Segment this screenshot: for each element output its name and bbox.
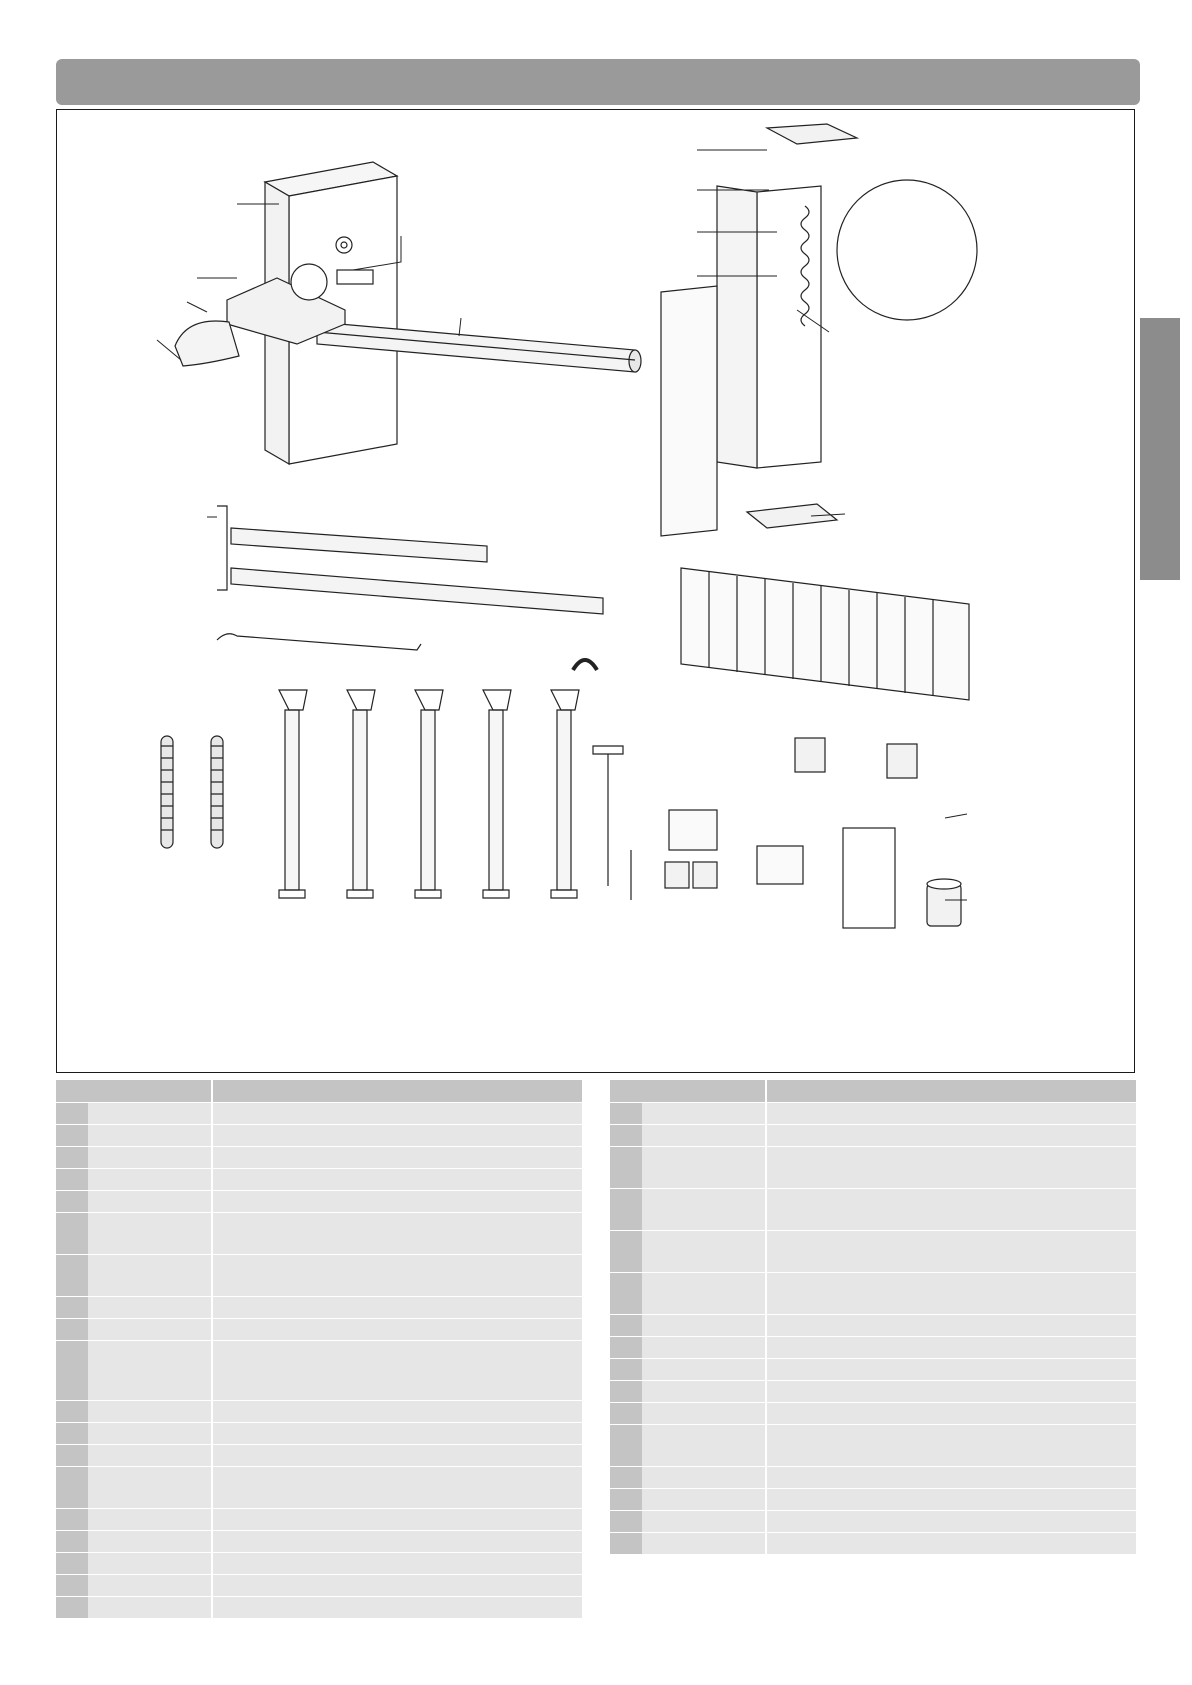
parts-table-right <box>610 1080 1136 1555</box>
table-row <box>56 1508 582 1530</box>
table-cell-code <box>642 1146 766 1188</box>
table-cell-code <box>88 1102 212 1124</box>
table-cell-description <box>766 1358 1136 1380</box>
table-row <box>56 1552 582 1574</box>
table-cell-id <box>610 1124 642 1146</box>
table-cell-description <box>766 1488 1136 1510</box>
table-cell-description <box>212 1574 582 1596</box>
table-cell-id <box>56 1574 88 1596</box>
table-cell-code <box>88 1400 212 1422</box>
table-cell-description <box>766 1102 1136 1124</box>
table-row <box>610 1532 1136 1554</box>
table-cell-description <box>212 1168 582 1190</box>
exploded-view-figure <box>56 109 1135 1073</box>
table-cell-description <box>212 1102 582 1124</box>
table-row <box>610 1230 1136 1272</box>
table-cell-code <box>88 1530 212 1552</box>
table-row <box>56 1596 582 1618</box>
table-cell-id <box>56 1552 88 1574</box>
table-cell-description <box>766 1424 1136 1466</box>
table-cell-description <box>766 1124 1136 1146</box>
table-cell-code <box>642 1230 766 1272</box>
table-row <box>610 1102 1136 1124</box>
table-cell-code <box>642 1358 766 1380</box>
table-cell-description <box>766 1510 1136 1532</box>
table-cell-id <box>610 1358 642 1380</box>
table-cell-id <box>610 1380 642 1402</box>
table-row <box>610 1488 1136 1510</box>
table-cell-description <box>212 1318 582 1340</box>
table-cell-code <box>88 1124 212 1146</box>
table-row <box>610 1402 1136 1424</box>
table-row <box>56 1574 582 1596</box>
table-cell-code <box>88 1168 212 1190</box>
table-cell-description <box>212 1422 582 1444</box>
table-cell-description <box>212 1254 582 1296</box>
table-row <box>56 1168 582 1190</box>
table-cell-id <box>56 1340 88 1400</box>
table-cell-id <box>56 1422 88 1444</box>
table-cell-description <box>766 1314 1136 1336</box>
section-header-band <box>56 59 1140 105</box>
table-row <box>610 1146 1136 1188</box>
boom-support-posts-illustration <box>279 660 597 898</box>
table-cell-code <box>642 1466 766 1488</box>
table-row <box>610 1314 1136 1336</box>
table-cell-id <box>610 1488 642 1510</box>
table-header-cell <box>56 1080 88 1102</box>
table-cell-id <box>610 1272 642 1314</box>
table-cell-code <box>642 1402 766 1424</box>
balancing-springs-illustration <box>161 736 223 848</box>
table-cell-description <box>212 1340 582 1400</box>
barrier-parts-drawing <box>57 110 1136 1074</box>
table-cell-id <box>610 1510 642 1532</box>
parts-table-right-body <box>610 1080 1136 1554</box>
table-cell-id <box>610 1466 642 1488</box>
table-cell-description <box>212 1444 582 1466</box>
table-row <box>56 1318 582 1340</box>
table-cell-id <box>56 1296 88 1318</box>
table-row <box>56 1190 582 1212</box>
table-cell-id <box>56 1466 88 1508</box>
table-cell-description <box>766 1272 1136 1314</box>
table-cell-description <box>766 1466 1136 1488</box>
table-cell-code <box>88 1254 212 1296</box>
table-row <box>610 1272 1136 1314</box>
table-cell-code <box>88 1466 212 1508</box>
table-row <box>610 1188 1136 1230</box>
table-header-cell <box>610 1080 642 1102</box>
table-cell-code <box>642 1380 766 1402</box>
table-header-cell <box>766 1080 1136 1102</box>
parts-table-left <box>56 1080 582 1619</box>
table-cell-code <box>642 1272 766 1314</box>
table-row <box>56 1466 582 1508</box>
table-cell-description <box>766 1532 1136 1554</box>
table-cell-id <box>56 1146 88 1168</box>
table-row <box>610 1466 1136 1488</box>
table-cell-code <box>88 1508 212 1530</box>
table-header-cell <box>642 1080 766 1102</box>
table-row <box>56 1400 582 1422</box>
table-cell-id <box>56 1254 88 1296</box>
language-side-tab <box>1140 318 1180 580</box>
table-cell-description <box>212 1552 582 1574</box>
table-row <box>610 1510 1136 1532</box>
boom-skirt-illustration <box>681 568 969 700</box>
table-cell-code <box>642 1314 766 1336</box>
table-cell-code <box>642 1510 766 1532</box>
table-row <box>56 1102 582 1124</box>
table-cell-code <box>88 1574 212 1596</box>
table-cell-code <box>88 1318 212 1340</box>
table-cell-description <box>212 1530 582 1552</box>
table-cell-id <box>56 1530 88 1552</box>
table-row <box>56 1340 582 1400</box>
table-cell-description <box>766 1230 1136 1272</box>
spare-booms-illustration <box>217 506 603 650</box>
table-cell-code <box>642 1336 766 1358</box>
table-cell-code <box>88 1340 212 1400</box>
table-row <box>56 1124 582 1146</box>
table-cell-id <box>610 1402 642 1424</box>
parts-table-left-body <box>56 1080 582 1618</box>
table-row <box>610 1424 1136 1466</box>
table-cell-description <box>212 1124 582 1146</box>
table-cell-id <box>56 1190 88 1212</box>
table-cell-description <box>766 1336 1136 1358</box>
table-cell-id <box>56 1168 88 1190</box>
accessories-illustration <box>593 738 961 928</box>
table-header-row <box>56 1080 582 1102</box>
table-row <box>56 1146 582 1168</box>
table-cell-id <box>56 1212 88 1254</box>
table-cell-id <box>610 1314 642 1336</box>
table-cell-id <box>56 1318 88 1340</box>
table-cell-id <box>56 1508 88 1530</box>
table-cell-id <box>610 1102 642 1124</box>
table-cell-description <box>212 1190 582 1212</box>
table-cell-code <box>642 1532 766 1554</box>
table-cell-description <box>212 1596 582 1618</box>
table-cell-id <box>610 1230 642 1272</box>
table-row <box>610 1336 1136 1358</box>
table-cell-description <box>766 1402 1136 1424</box>
table-cell-description <box>212 1146 582 1168</box>
table-cell-code <box>642 1124 766 1146</box>
table-row <box>56 1254 582 1296</box>
table-cell-code <box>88 1422 212 1444</box>
table-cell-code <box>88 1190 212 1212</box>
table-header-row <box>610 1080 1136 1102</box>
table-cell-id <box>610 1336 642 1358</box>
table-cell-description <box>766 1188 1136 1230</box>
table-cell-description <box>212 1508 582 1530</box>
table-cell-description <box>766 1380 1136 1402</box>
table-row <box>56 1444 582 1466</box>
table-cell-id <box>56 1102 88 1124</box>
table-row <box>610 1358 1136 1380</box>
table-cell-id <box>56 1596 88 1618</box>
table-row <box>610 1380 1136 1402</box>
table-cell-code <box>88 1296 212 1318</box>
table-row <box>56 1530 582 1552</box>
table-cell-code <box>88 1444 212 1466</box>
table-row <box>610 1124 1136 1146</box>
table-cell-code <box>88 1596 212 1618</box>
table-cell-code <box>642 1102 766 1124</box>
table-cell-id <box>56 1124 88 1146</box>
table-row <box>56 1212 582 1254</box>
table-cell-code <box>88 1552 212 1574</box>
table-cell-description <box>212 1400 582 1422</box>
table-cell-id <box>610 1424 642 1466</box>
table-cell-code <box>642 1188 766 1230</box>
table-cell-code <box>88 1212 212 1254</box>
barrier-cabinet-open-illustration <box>661 124 977 536</box>
table-cell-id <box>610 1532 642 1554</box>
table-cell-id <box>56 1400 88 1422</box>
table-header-cell <box>212 1080 582 1102</box>
table-cell-description <box>212 1466 582 1508</box>
table-cell-id <box>56 1444 88 1466</box>
table-cell-code <box>642 1424 766 1466</box>
table-header-cell <box>88 1080 212 1102</box>
table-row <box>56 1422 582 1444</box>
table-cell-code <box>88 1146 212 1168</box>
table-cell-id <box>610 1146 642 1188</box>
table-cell-description <box>212 1212 582 1254</box>
table-row <box>56 1296 582 1318</box>
table-cell-id <box>610 1188 642 1230</box>
table-cell-code <box>642 1488 766 1510</box>
table-cell-description <box>212 1296 582 1318</box>
table-cell-description <box>766 1146 1136 1188</box>
